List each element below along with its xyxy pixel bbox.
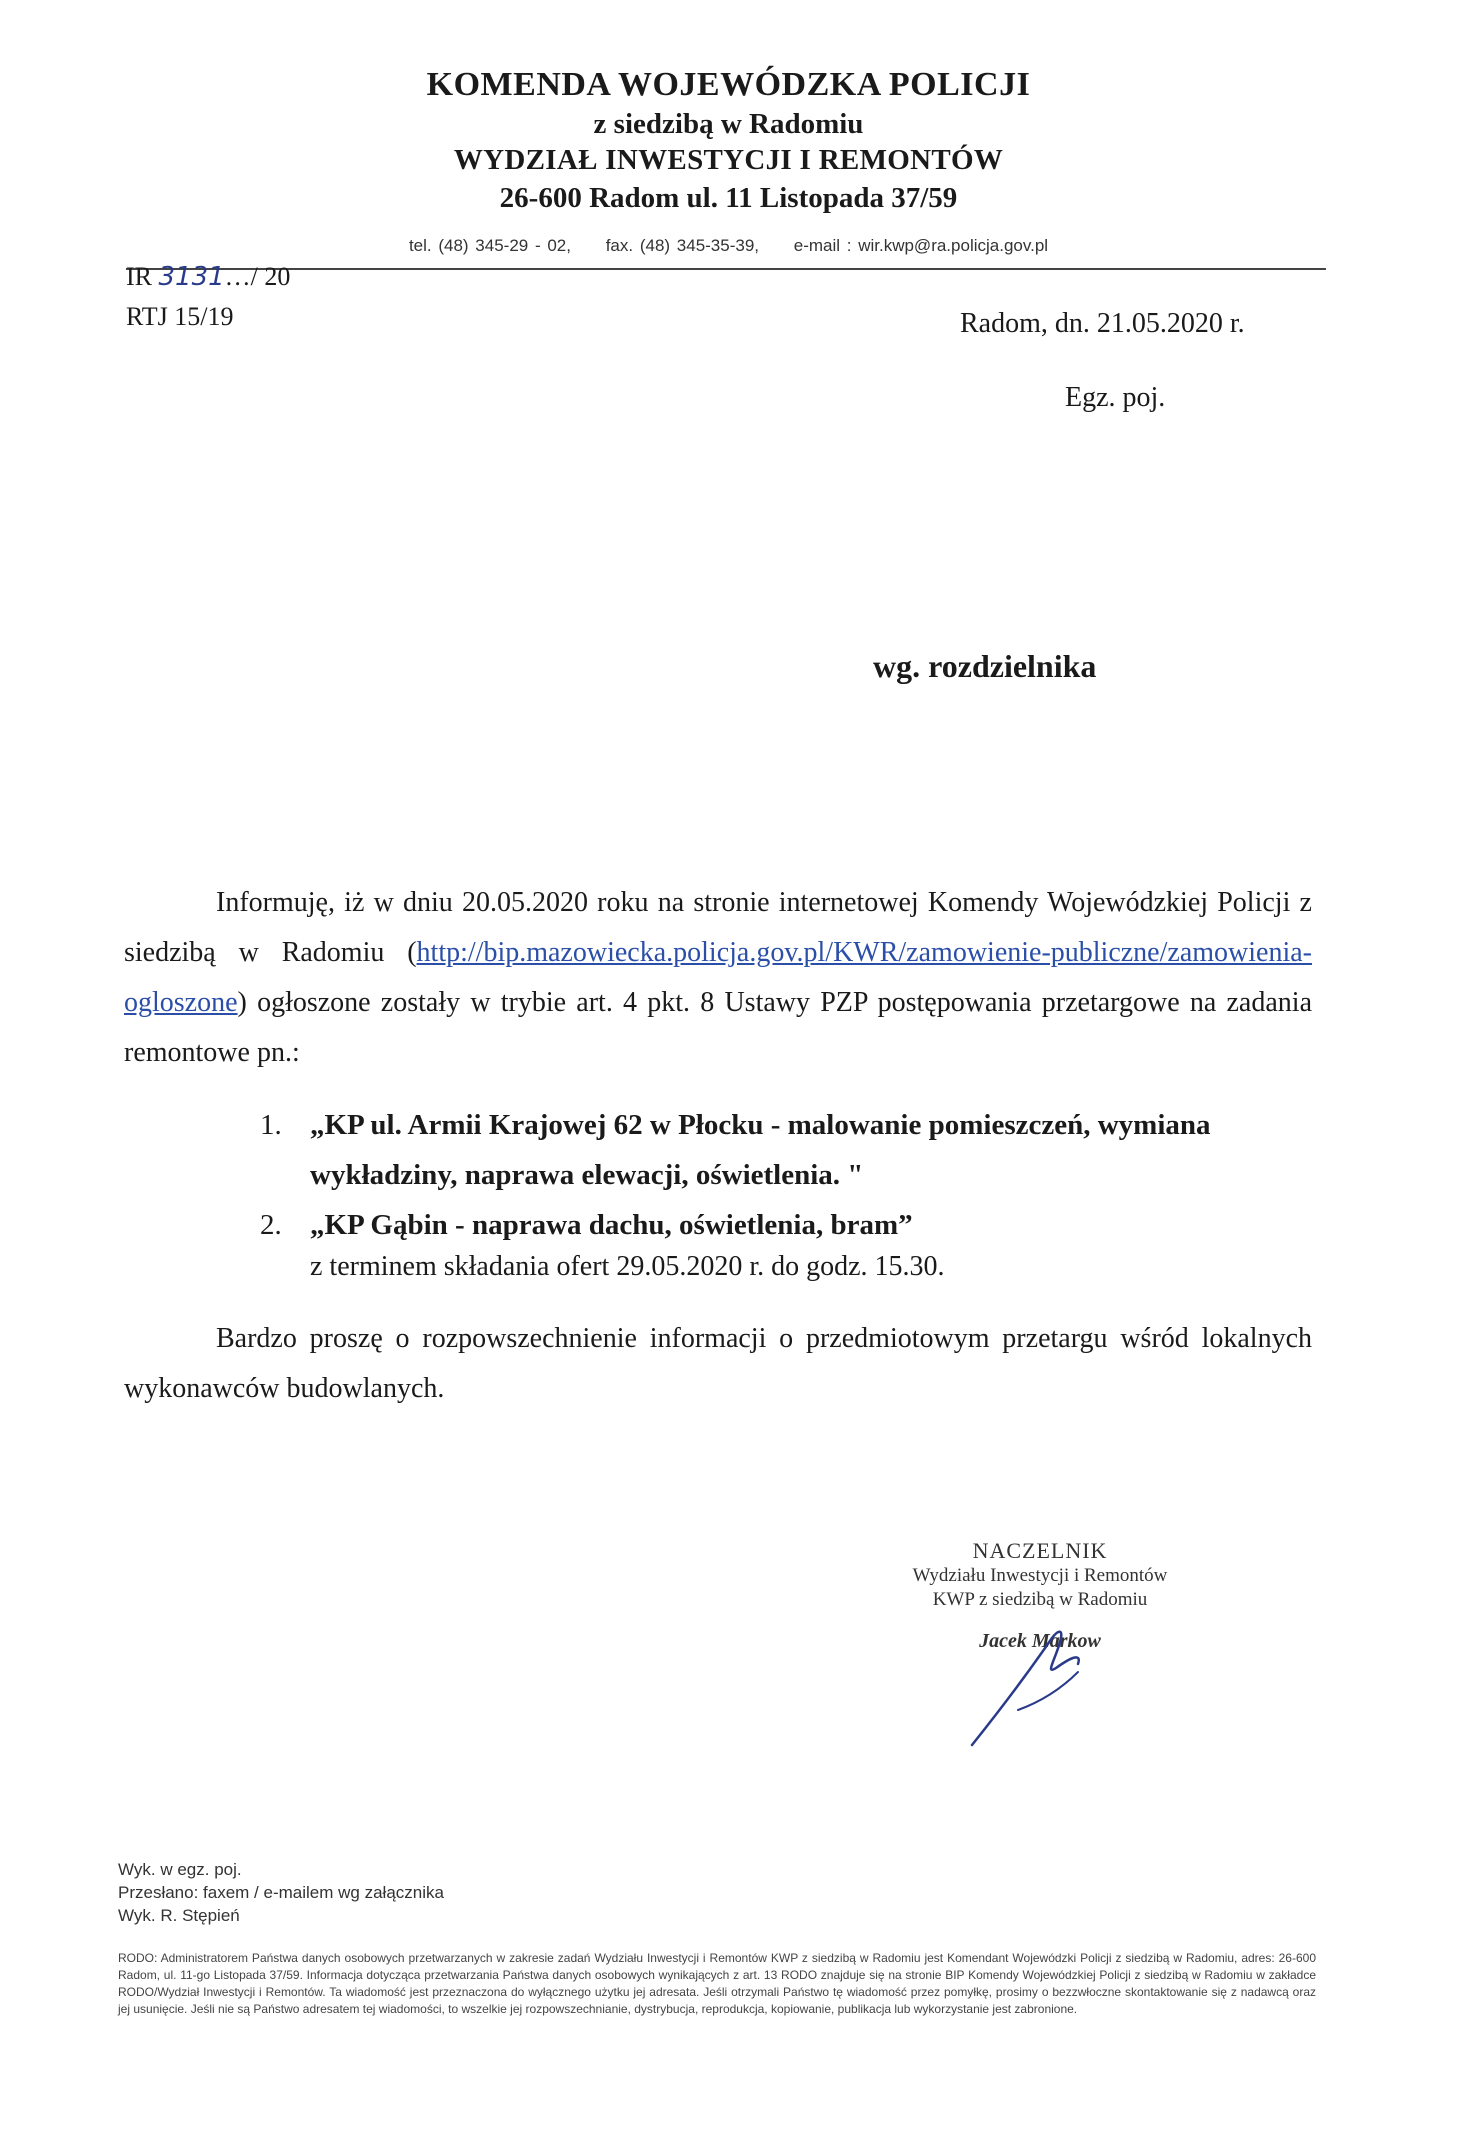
signature-name: Jacek Markow — [979, 1630, 1101, 1652]
bip-link[interactable]: http://bip.mazowiecka.policja.gov.pl/KWR/zamowienie-publiczne/zamowienia-ogloszone — [124, 937, 1312, 1018]
header-seat: z siedzibą w Radomiu — [593, 108, 864, 140]
signature-unit: KWP z siedzibą w Radomiu — [932, 1589, 1148, 1610]
copy-note: Egz. poj. — [1065, 382, 1166, 413]
list-item — [260, 1200, 1312, 1250]
ir-handwritten-number: 3131 — [158, 262, 225, 292]
recipient: wg. rozdzielnika — [873, 648, 1097, 684]
signature-title: NACZELNIK — [972, 1538, 1108, 1563]
document-date: Radom, dn. 21.05.2020 r. — [960, 308, 1245, 339]
paragraph-announcement — [124, 878, 1312, 1078]
list-item — [260, 1100, 1312, 1200]
reference-rtj: RTJ 15/19 — [126, 302, 234, 331]
footnote-copies: Wyk. w egz. poj. — [118, 1860, 242, 1879]
ir-suffix: …/ 20 — [224, 262, 291, 291]
ir-prefix: IR — [126, 262, 152, 291]
contact-fax: fax. (48) 345-35-39, — [605, 236, 760, 255]
list-item-text: „KP ul. Armii Krajowej 62 w Płocku - malowanie pomieszczeń, wymiana wykładziny, naprawa elewacji, oświetlenia. " — [310, 1109, 1211, 1191]
rodo-clause: RODO: Administratorem Państwa danych osobowych przetwarzanych w zakresie zadań Wydziału Inwestycji i Remontów KWP z siedzibą w Radomiu jest Komendant Wojewódzki Policji z siedzibą w Radomiu, adres: 26-600 Radom, ul. 11-go Listopada 37/59. Informacja dotycząca przetwarzania Państwa danych osobowych wynikających z art. 13 RODO znajduje się na stronie BIP Komendy Wojewódzkiej Policji z siedzibą w Radomiu w zakładce RODO/Wydział Inwestycji i Remontów. Ta wiadomość jest przeznaczona do wyłącznego użytku jej adresata. Jeśli otrzymali Państwo tę wiadomość przez pomyłkę, prosimy o bezzwłoczne skontaktowanie się z nadawcą oraz jej usunięcie. Jeśli nie są Państwo adresatem tej wiadomości, to wszelkie jej rozpowszechnianie, dystrybucja, reprodukcja, kopiowanie, publikacja lub wykorzystanie jest zabronione. — [118, 1951, 1316, 2016]
contact-email: e-mail : wir.kwp@ra.policja.gov.pl — [793, 236, 1049, 255]
paragraph-request: Bardzo proszę o rozpowszechnienie informacji o przedmiotowym przetargu wśród lokalnych wykonawców budowlanych. — [124, 1323, 1312, 1404]
reference-ir — [126, 262, 290, 292]
footnotes — [118, 1858, 444, 1927]
header-divider — [126, 268, 1326, 270]
footnote-sent: Przesłano: faxem / e-mailem wg załącznika — [118, 1883, 444, 1902]
header-department: WYDZIAŁ INWESTYCJI I REMONTÓW — [453, 144, 1004, 176]
paragraph-announcement-end: ) ogłoszone zostały w trybie art. 4 pkt. 8 Ustawy PZP postępowania przetargowe na zadania remontowe pn.: — [124, 987, 1312, 1068]
header-address: 26-600 Radom ul. 11 Listopada 37/59 — [499, 182, 958, 214]
contact-tel: tel. (48) 345-29 - 02, — [408, 236, 571, 255]
list-item-text: „KP Gąbin - naprawa dachu, oświetlenia, bram” — [310, 1209, 913, 1241]
signature-department: Wydziału Inwestycji i Remontów — [912, 1565, 1168, 1586]
list-item-number: 1. — [260, 1109, 282, 1141]
list-item-number: 2. — [260, 1209, 282, 1241]
footnote-author: Wyk. R. Stępień — [118, 1906, 240, 1925]
handwritten-signature-icon — [960, 1620, 1120, 1750]
header-institution: KOMENDA WOJEWÓDZKA POLICJI — [426, 66, 1031, 103]
deadline-text: z terminem składania ofert 29.05.2020 r. do godz. 15.30. — [310, 1251, 945, 1282]
paragraph-announcement-start: Informuję, iż w dniu 20.05.2020 roku na stronie internetowej Komendy Wojewódzkiej Policji z siedzibą w Radomiu ( — [124, 887, 1312, 968]
header-contact — [0, 236, 1457, 256]
